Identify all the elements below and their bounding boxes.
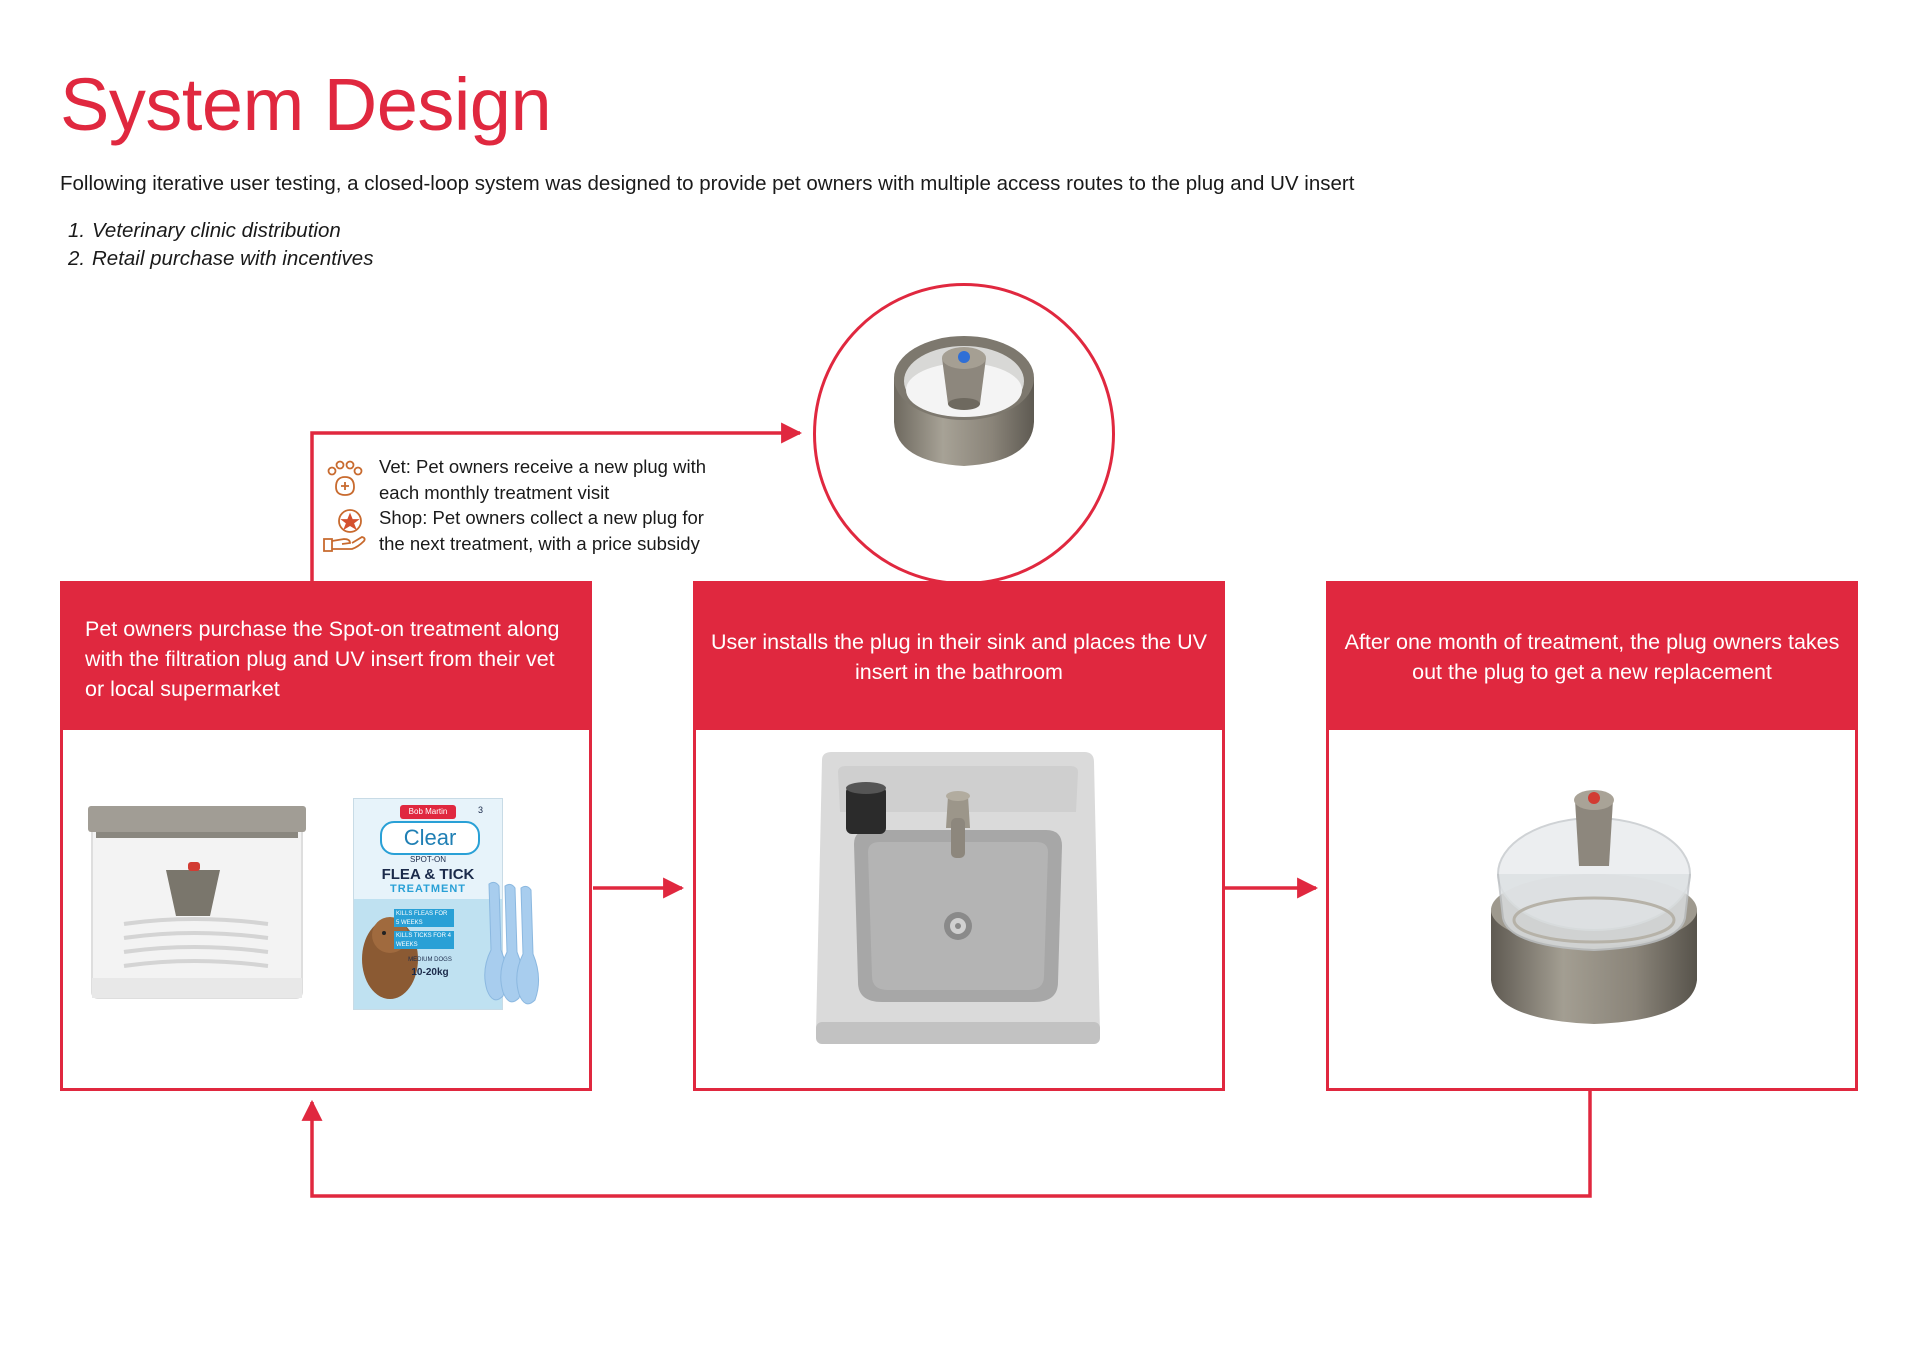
plug-assembly-icon: [1479, 770, 1709, 1030]
intro-text: Following iterative user testing, a closed-loop system was designed to provide pet owners with multiple access routes to the plug and UV insert: [60, 172, 1355, 195]
step-purchase-box: [60, 581, 592, 1091]
claim-ticks: KILLS TICKS FOR 4 WEEKS: [394, 931, 454, 949]
replacement-plug-circle: [813, 283, 1115, 585]
step-replace-box: [1326, 581, 1858, 1091]
shop-note-line: the next treatment, with a price subsidy: [379, 532, 700, 554]
plug-with-uv-icon: [816, 286, 1112, 582]
step-install-text: User installs the plug in their sink and places the UV insert in the bathroom: [696, 584, 1222, 730]
step-replace-text: After one month of treatment, the plug owners takes out the plug to get a new replacement: [1329, 584, 1855, 730]
route-label: Veterinary clinic distribution: [92, 219, 341, 242]
product-line-2: TREATMENT: [389, 883, 466, 895]
shop-note-line: Shop: Pet owners collect a new plug for: [379, 507, 704, 528]
size-label: MEDIUM DOGS: [408, 957, 452, 963]
return-loop-arrow: [312, 1091, 1590, 1196]
brand-label: Bob Martin: [400, 805, 456, 819]
sink-icon: [808, 752, 1108, 1052]
uv-insert-container-icon: [88, 806, 308, 1006]
route-label: Retail purchase with incentives: [92, 247, 374, 270]
route-notes: [322, 454, 809, 556]
vet-note-line: each monthly treatment visit: [379, 481, 610, 503]
pipettes-icon: [481, 880, 547, 1010]
brand-logo: Clear: [380, 821, 480, 855]
product-subtitle: SPOT-ON: [409, 855, 446, 864]
step-install-box: [693, 581, 1225, 1091]
product-line-1: FLEA & TICK: [381, 866, 475, 883]
vet-note-line: Vet: Pet owners receive a new plug with: [379, 456, 707, 477]
shop-note: [379, 505, 809, 556]
list-number: 1.: [68, 219, 86, 242]
list-number: 2.: [68, 247, 86, 270]
page-title: System Design: [60, 63, 552, 146]
claim-fleas: KILLS FLEAS FOR 5 WEEKS: [394, 909, 454, 927]
weight-label: 10-20kg: [411, 967, 449, 978]
pipettes-count: 3: [478, 805, 484, 815]
step-purchase-text: Pet owners purchase the Spot-on treatment along with the filtration plug and UV insert from their vet or local supermarket: [63, 584, 589, 730]
vet-note: [379, 454, 809, 505]
